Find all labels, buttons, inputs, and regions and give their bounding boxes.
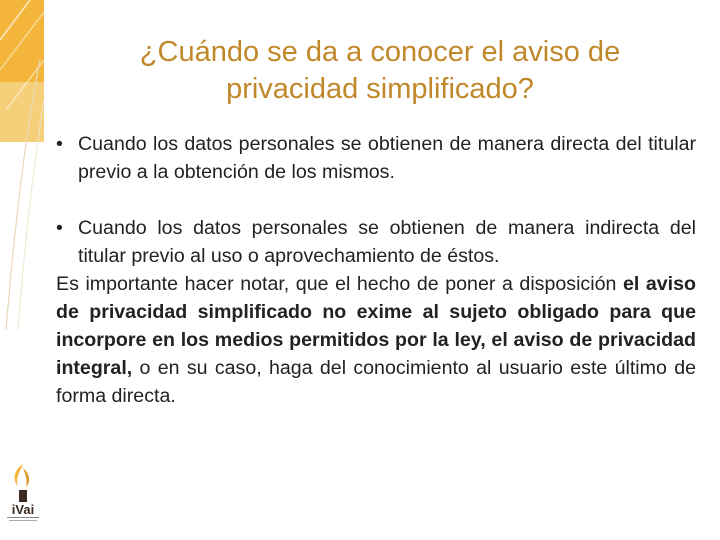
bullet-item xyxy=(56,130,696,186)
ivai-logo-mark xyxy=(4,462,42,526)
title-line-1: ¿Cuándo se da a conocer el aviso de xyxy=(139,36,621,68)
bullet-item xyxy=(56,214,696,270)
bullet-dot: • xyxy=(56,133,63,155)
paragraph-intro: Es importante hacer notar, que el hecho de poner a disposición xyxy=(56,273,623,295)
bullet-dot: • xyxy=(56,217,63,239)
bullet-text: Cuando los datos personales se obtienen de manera directa del titular previo a la obtención de los mismos. xyxy=(78,133,696,183)
title-line-2: privacidad simplificado? xyxy=(226,73,534,105)
ivai-logo xyxy=(4,462,42,526)
body-paragraph xyxy=(56,270,696,410)
paragraph-ending: o en su caso, haga del conocimiento al usuario este último de forma directa. xyxy=(56,357,696,407)
logo-text: iVai xyxy=(11,502,35,517)
slide-content xyxy=(56,130,696,410)
side-lines xyxy=(0,0,44,540)
side-decoration xyxy=(0,0,44,540)
bullet-text: Cuando los datos personales se obtienen de manera indirecta del titular previo al uso o aprovechamiento de éstos. xyxy=(78,217,696,267)
slide-title xyxy=(70,34,690,108)
paragraph-emphasis: el aviso de privacidad simplificado no exime al sujeto obligado para que incorpore en los medios permitidos por la ley, el aviso de privacidad integral, xyxy=(56,273,696,379)
